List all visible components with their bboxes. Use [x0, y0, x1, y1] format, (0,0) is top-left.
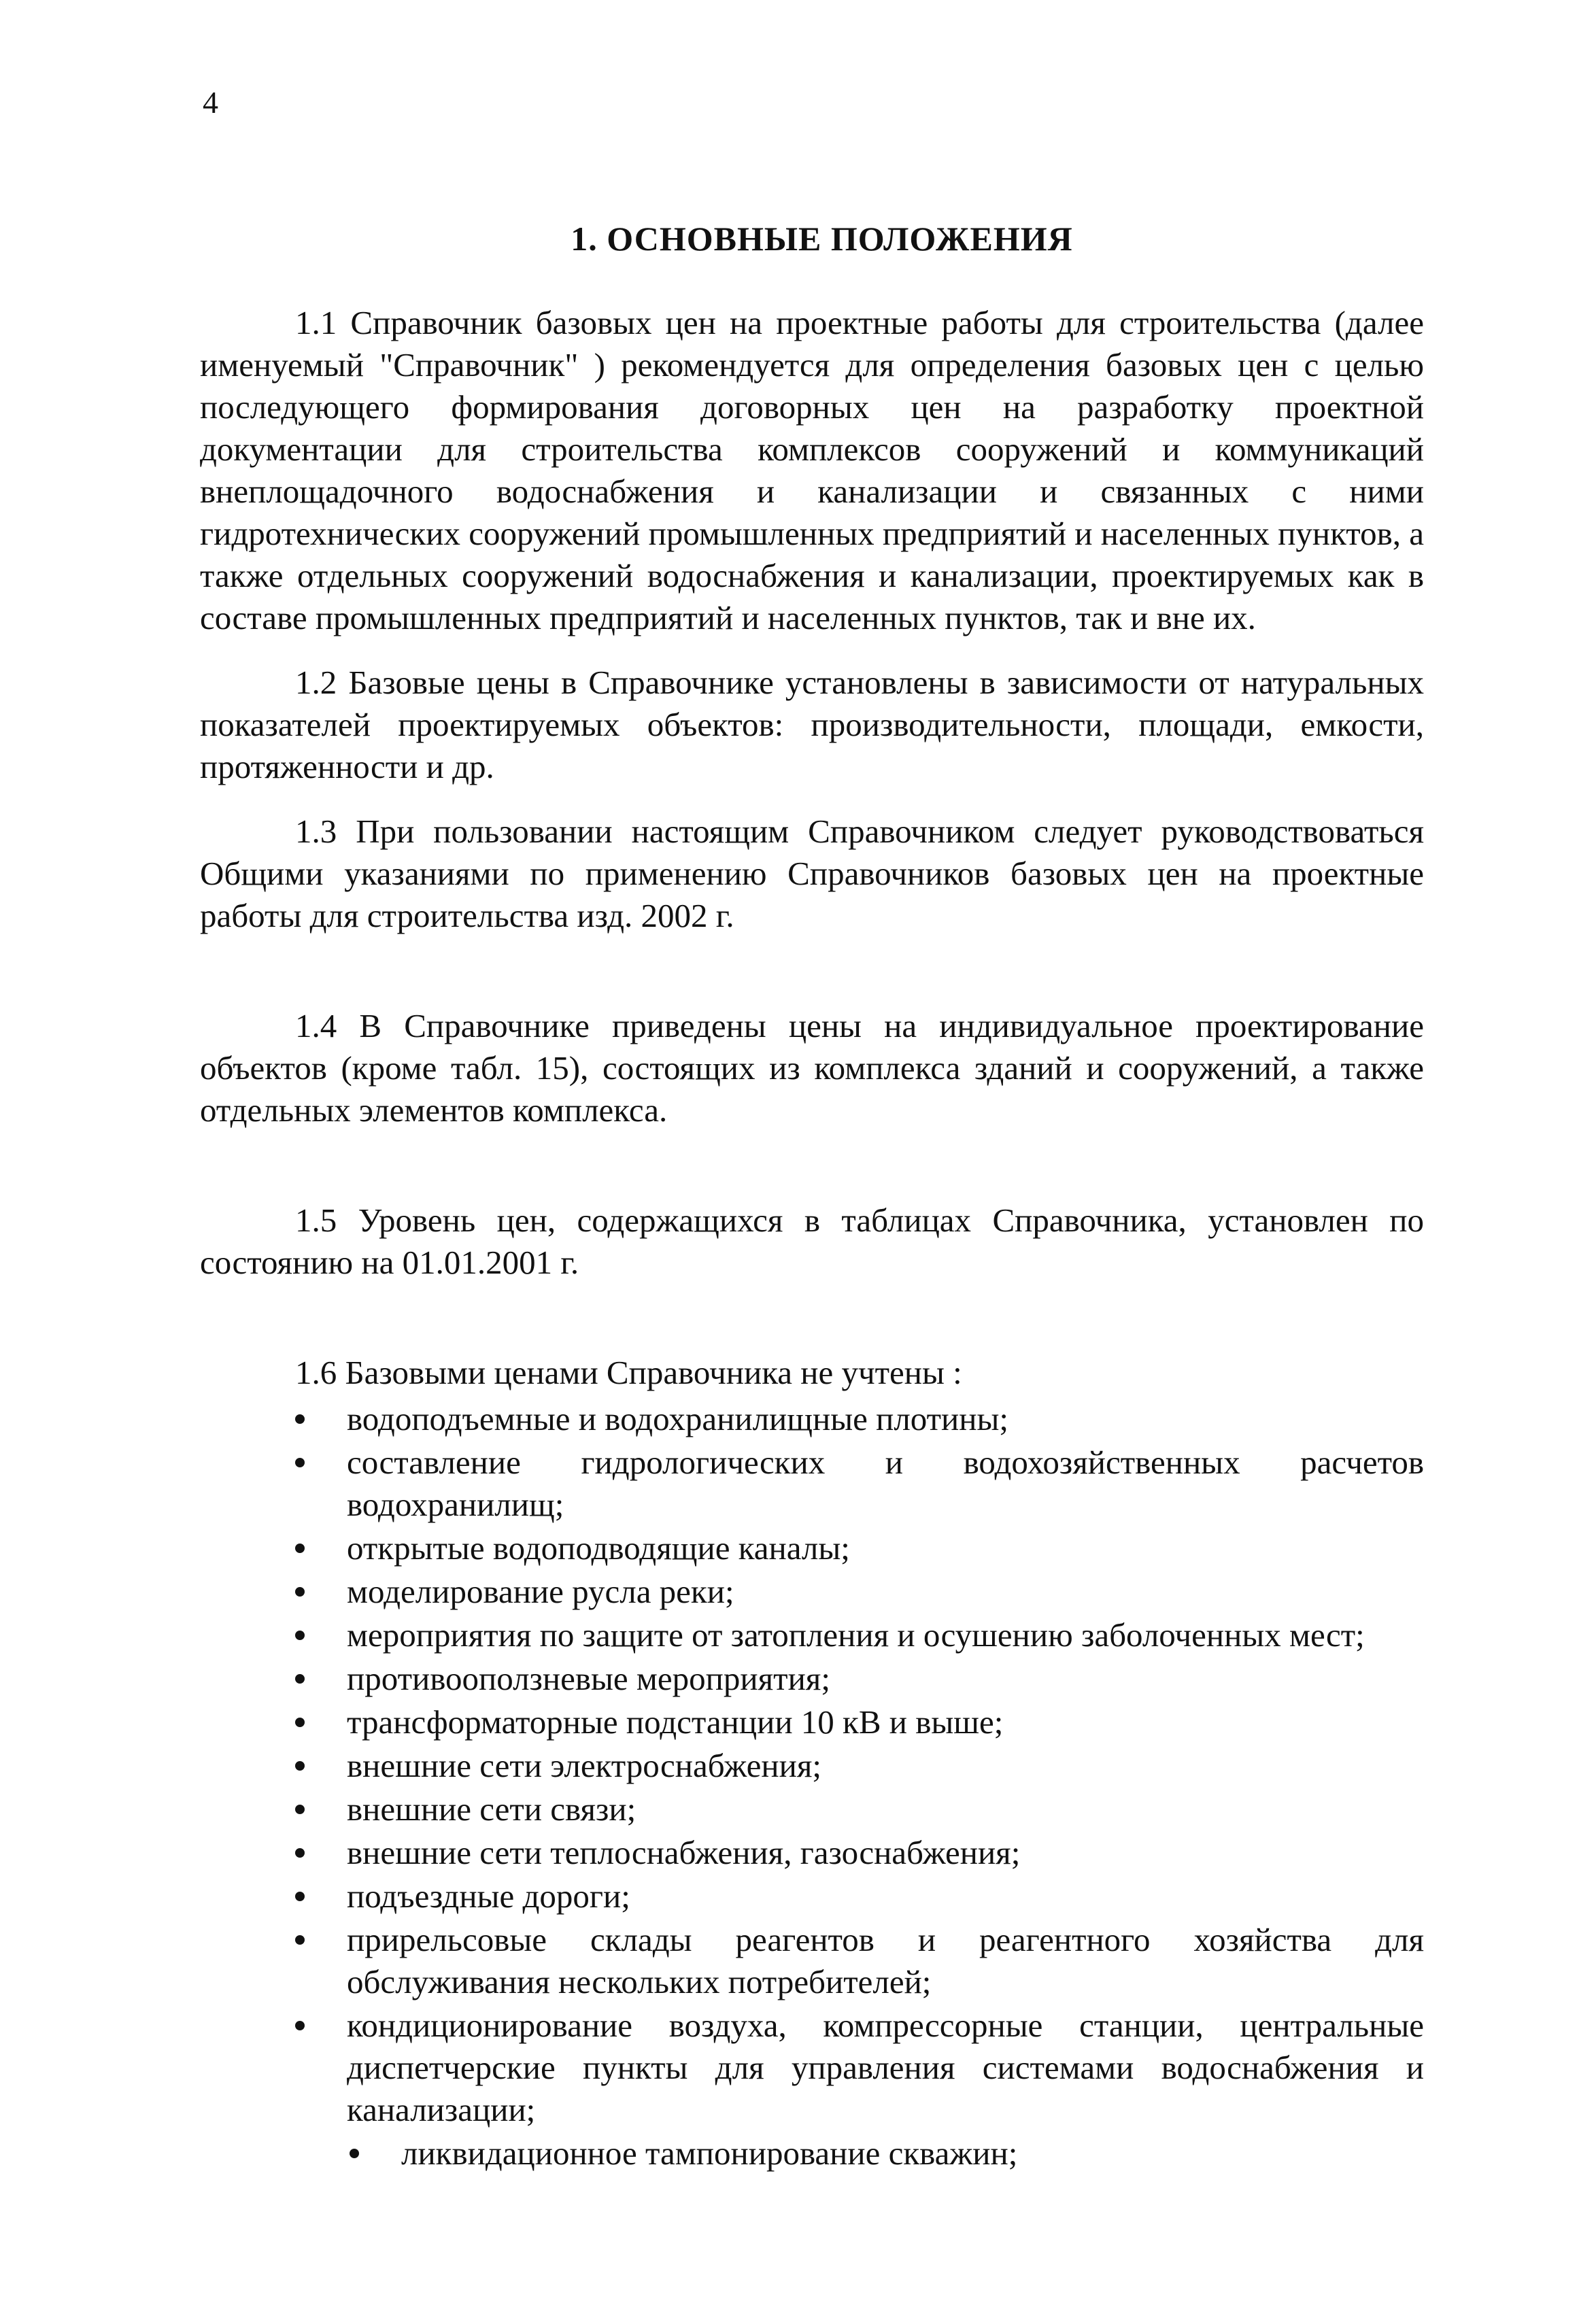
bullet-icon [295, 1631, 305, 1640]
list-item-text: составление гидрологических и водохозяйственных расчетов водохранилищ; [347, 1444, 1424, 1523]
bullet-icon [295, 1718, 305, 1727]
list-item-text: водоподъемные и водохранилищные плотины; [347, 1400, 1009, 1437]
bullet-icon [295, 2021, 305, 2030]
page-number: 4 [203, 85, 218, 120]
paragraph-1-1: 1.1 Справочник базовых цен на проектные работы для строительства (далее именуемый "Справочник" ) рекомендуется для определения базовых цен с целью последующего формирования договорных цен на разработку проектной документации для строительства комплексов сооружений и коммуникаций внеплощадочного водоснабжения и канализации и связанных с ними гидротехнических сооружений промышленных предприятий и населенных пунктов, а также отдельных сооружений водоснабжения и канализации, проектируемых как в составе промышленных предприятий и населенных пунктов, так и вне их. [200, 304, 1424, 636]
paragraph-1-2: 1.2 Базовые цены в Справочнике установлены в зависимости от натуральных показателей проектируемых объектов: производительности, площади, емкости, протяженности и др. [200, 664, 1424, 785]
list-item-text: внешние сети связи; [347, 1790, 636, 1828]
list-item-text: внешние сети теплоснабжения, газоснабжения; [347, 1834, 1021, 1871]
bullet-icon [295, 1761, 305, 1771]
bullet-icon [295, 1458, 305, 1467]
list-item-text: трансформаторные подстанции 10 кВ и выше; [347, 1703, 1004, 1741]
list-item [200, 1875, 1424, 1918]
list-item-text: внешние сети электроснабжения; [347, 1747, 821, 1784]
bullet-icon [295, 1587, 305, 1597]
list-item [200, 1832, 1424, 1874]
list-item-text: противооползневые мероприятия; [347, 1660, 830, 1697]
bullet-icon [295, 1935, 305, 1945]
bullet-icon [350, 2149, 359, 2158]
list-item-text: прирельсовые склады реагентов и реагентного хозяйства для обслуживания нескольких потребителей; [347, 1921, 1424, 2000]
list-item-text: мероприятия по защите от затопления и осушению заболоченных мест; [347, 1616, 1365, 1654]
list-item [200, 1527, 1424, 1569]
document-body [200, 302, 1424, 2176]
bullet-icon [295, 1805, 305, 1814]
list-item [200, 2132, 1424, 2175]
section-heading: 1. ОСНОВНЫЕ ПОЛОЖЕНИЯ [571, 220, 1073, 258]
list-item [200, 1398, 1424, 1440]
paragraph-1-6: 1.6 Базовыми ценами Справочника не учтены : [295, 1354, 962, 1391]
list-item-text: ликвидационное тампонирование скважин; [401, 2134, 1018, 2172]
bullet-icon [295, 1848, 305, 1858]
list-item [200, 1658, 1424, 1700]
list-item-text: моделирование русла реки; [347, 1573, 734, 1610]
list-item [200, 2005, 1424, 2131]
list-item [200, 1442, 1424, 1526]
bullet-icon [295, 1892, 305, 1901]
bullet-icon [295, 1544, 305, 1553]
list-item-text: кондиционирование воздуха, компрессорные станции, центральные диспетчерские пункты для управления системами водоснабжения и канализации; [347, 2007, 1424, 2128]
list-item [200, 1701, 1424, 1743]
paragraph-1-3: 1.3 При пользовании настоящим Справочником следует руководствоваться Общими указаниями по применению Справочников базовых цен на проектные работы для строительства изд. 2002 г. [200, 813, 1424, 934]
list-item-text: подъездные дороги; [347, 1877, 630, 1915]
list-item-text: открытые водоподводящие каналы; [347, 1529, 850, 1567]
list-item [200, 1919, 1424, 2003]
bullet-icon [295, 1674, 305, 1684]
exclusions-list [200, 1398, 1424, 2175]
list-item [200, 1614, 1424, 1656]
paragraph-1-4: 1.4 В Справочнике приведены цены на индивидуальное проектирование объектов (кроме табл. 15), состоящих из комплекса зданий и сооружений, а также отдельных элементов комплекса. [200, 1007, 1424, 1129]
list-item [200, 1745, 1424, 1787]
list-item [200, 1788, 1424, 1830]
bullet-icon [295, 1414, 305, 1424]
paragraph-1-5: 1.5 Уровень цен, содержащихся в таблицах Справочника, установлен по состоянию на 01.01.2001 г. [200, 1201, 1424, 1281]
list-item [200, 1571, 1424, 1613]
